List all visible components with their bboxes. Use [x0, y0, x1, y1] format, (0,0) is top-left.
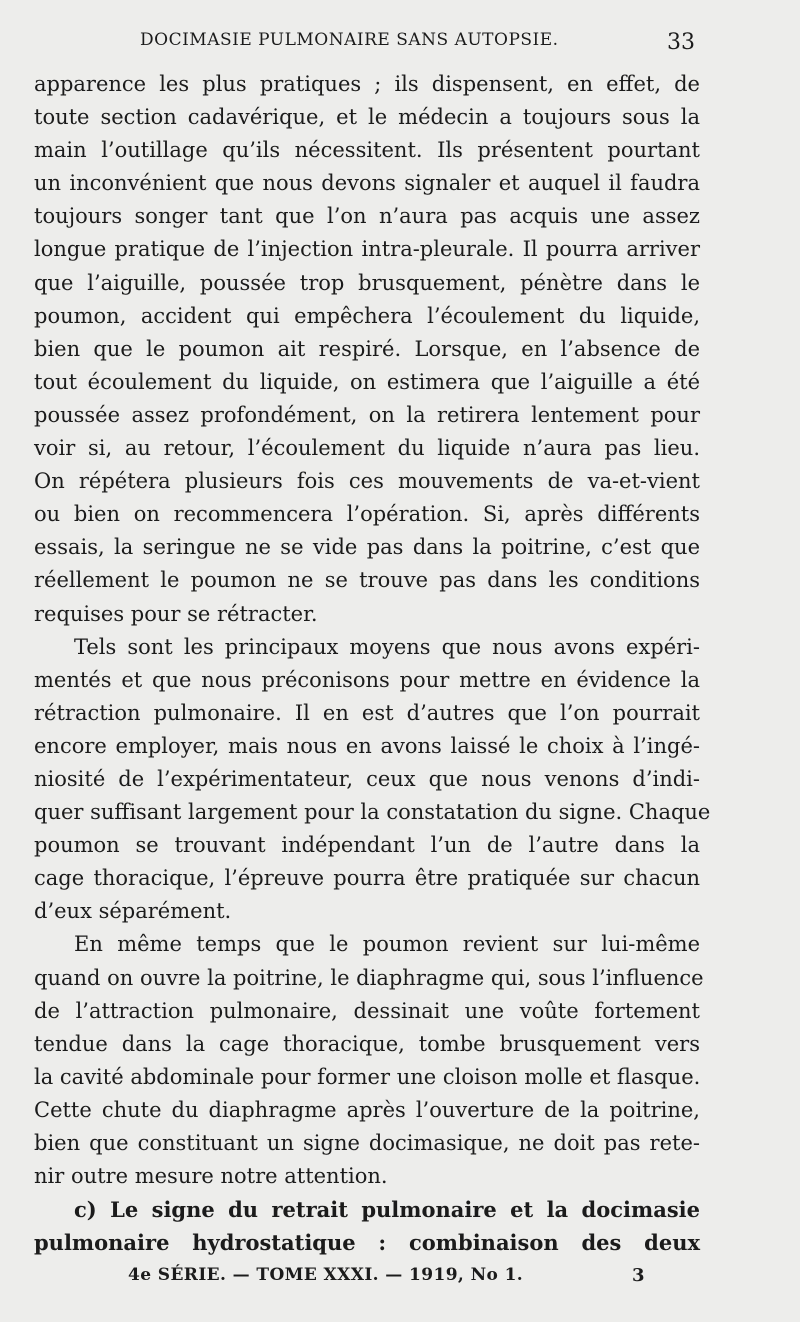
section-heading: pulmonaire hydrostatique : combinaison des deux: [34, 1230, 700, 1256]
text-line: mentés et que nous préconisons pour mettre en évidence la: [34, 667, 700, 692]
text-line: apparence les plus pratiques ; ils dispensent, en effet, de: [34, 72, 700, 96]
text-line: essais, la seringue ne se vide pas dans la poitrine, c’est que: [34, 535, 700, 560]
text-line: toute section cadavérique, et le médecin a toujours sous la: [34, 105, 700, 130]
text-line: la cavité abdominale pour former une cloison molle et flasque.: [34, 1064, 701, 1089]
paragraph-start: Tels sont les principaux moyens que nous avons expéri-: [74, 634, 700, 659]
text-line: bien que le poumon ait respiré. Lorsque, en l’absence de: [34, 336, 700, 361]
text-line: quer suffisant largement pour la constatation du signe. Chaque: [34, 800, 711, 825]
text-line: encore employer, mais nous en avons laissé le choix à l’ingé-: [34, 733, 700, 758]
text-line: que l’aiguille, poussée trop brusquement, pénètre dans le: [34, 270, 700, 295]
text-line: poumon, accident qui empêchera l’écoulement du liquide,: [34, 303, 700, 328]
text-line: bien que constituant un signe docimasique, ne doit pas rete-: [34, 1131, 700, 1155]
text-line: voir si, au retour, l’écoulement du liquide n’aura pas lieu.: [34, 436, 700, 461]
body-text: [34, 68, 711, 1259]
text-line: un inconvénient que nous devons signaler et auquel il faudra: [34, 171, 700, 196]
text-line: toujours songer tant que l’on n’aura pas acquis une assez: [34, 204, 700, 229]
text-line: requises pour se rétracter.: [34, 601, 318, 626]
paragraph-start: En même temps que le poumon revient sur lui-même: [74, 932, 700, 957]
text-line: ou bien on recommencera l’opération. Si, après différents: [34, 502, 700, 527]
text-line: réellement le poumon ne se trouve pas dans les conditions: [34, 568, 700, 593]
text-line: d’eux séparément.: [34, 899, 232, 924]
text-line: On répétera plusieurs fois ces mouvements de va-et-vient: [34, 469, 700, 494]
text-line: de l’attraction pulmonaire, dessinait une voûte fortement: [34, 998, 700, 1023]
text-line: niosité de l’expérimentateur, ceux que nous venons d’indi-: [34, 766, 700, 791]
section-heading: c) Le signe du retrait pulmonaire et la docimasie: [74, 1197, 700, 1223]
text-line: Cette chute du diaphragme après l’ouverture de la poitrine,: [34, 1097, 700, 1122]
text-line: longue pratique de l’injection intra-pleurale. Il pourra arriver: [34, 237, 700, 262]
text-line: main l’outillage qu’ils nécessitent. Ils présentent pourtant: [34, 138, 700, 163]
footer-series-line: 4e SÉRIE. — TOME XXXI. — 1919, No 1.: [128, 1265, 524, 1285]
text-line: poumon se trouvant indépendant l’un de l’autre dans la: [34, 833, 700, 858]
text-line: cage thoracique, l’épreuve pourra être pratiquée sur chacun: [34, 866, 700, 891]
signature-mark: 3: [632, 1265, 645, 1286]
text-line: quand on ouvre la poitrine, le diaphragme qui, sous l’influence: [34, 965, 704, 990]
text-line: poussée assez profondément, on la retirera lentement pour: [34, 402, 700, 427]
text-line: tout écoulement du liquide, on estimera que l’aiguille a été: [34, 369, 700, 394]
text-line: nir outre mesure notre attention.: [34, 1164, 388, 1189]
text-line: rétraction pulmonaire. Il en est d’autres que l’on pourrait: [34, 700, 700, 725]
page-number: 33: [667, 30, 695, 55]
running-title: DOCIMASIE PULMONAIRE SANS AUTOPSIE.: [140, 30, 559, 50]
text-line: tendue dans la cage thoracique, tombe brusquement vers: [34, 1031, 700, 1056]
